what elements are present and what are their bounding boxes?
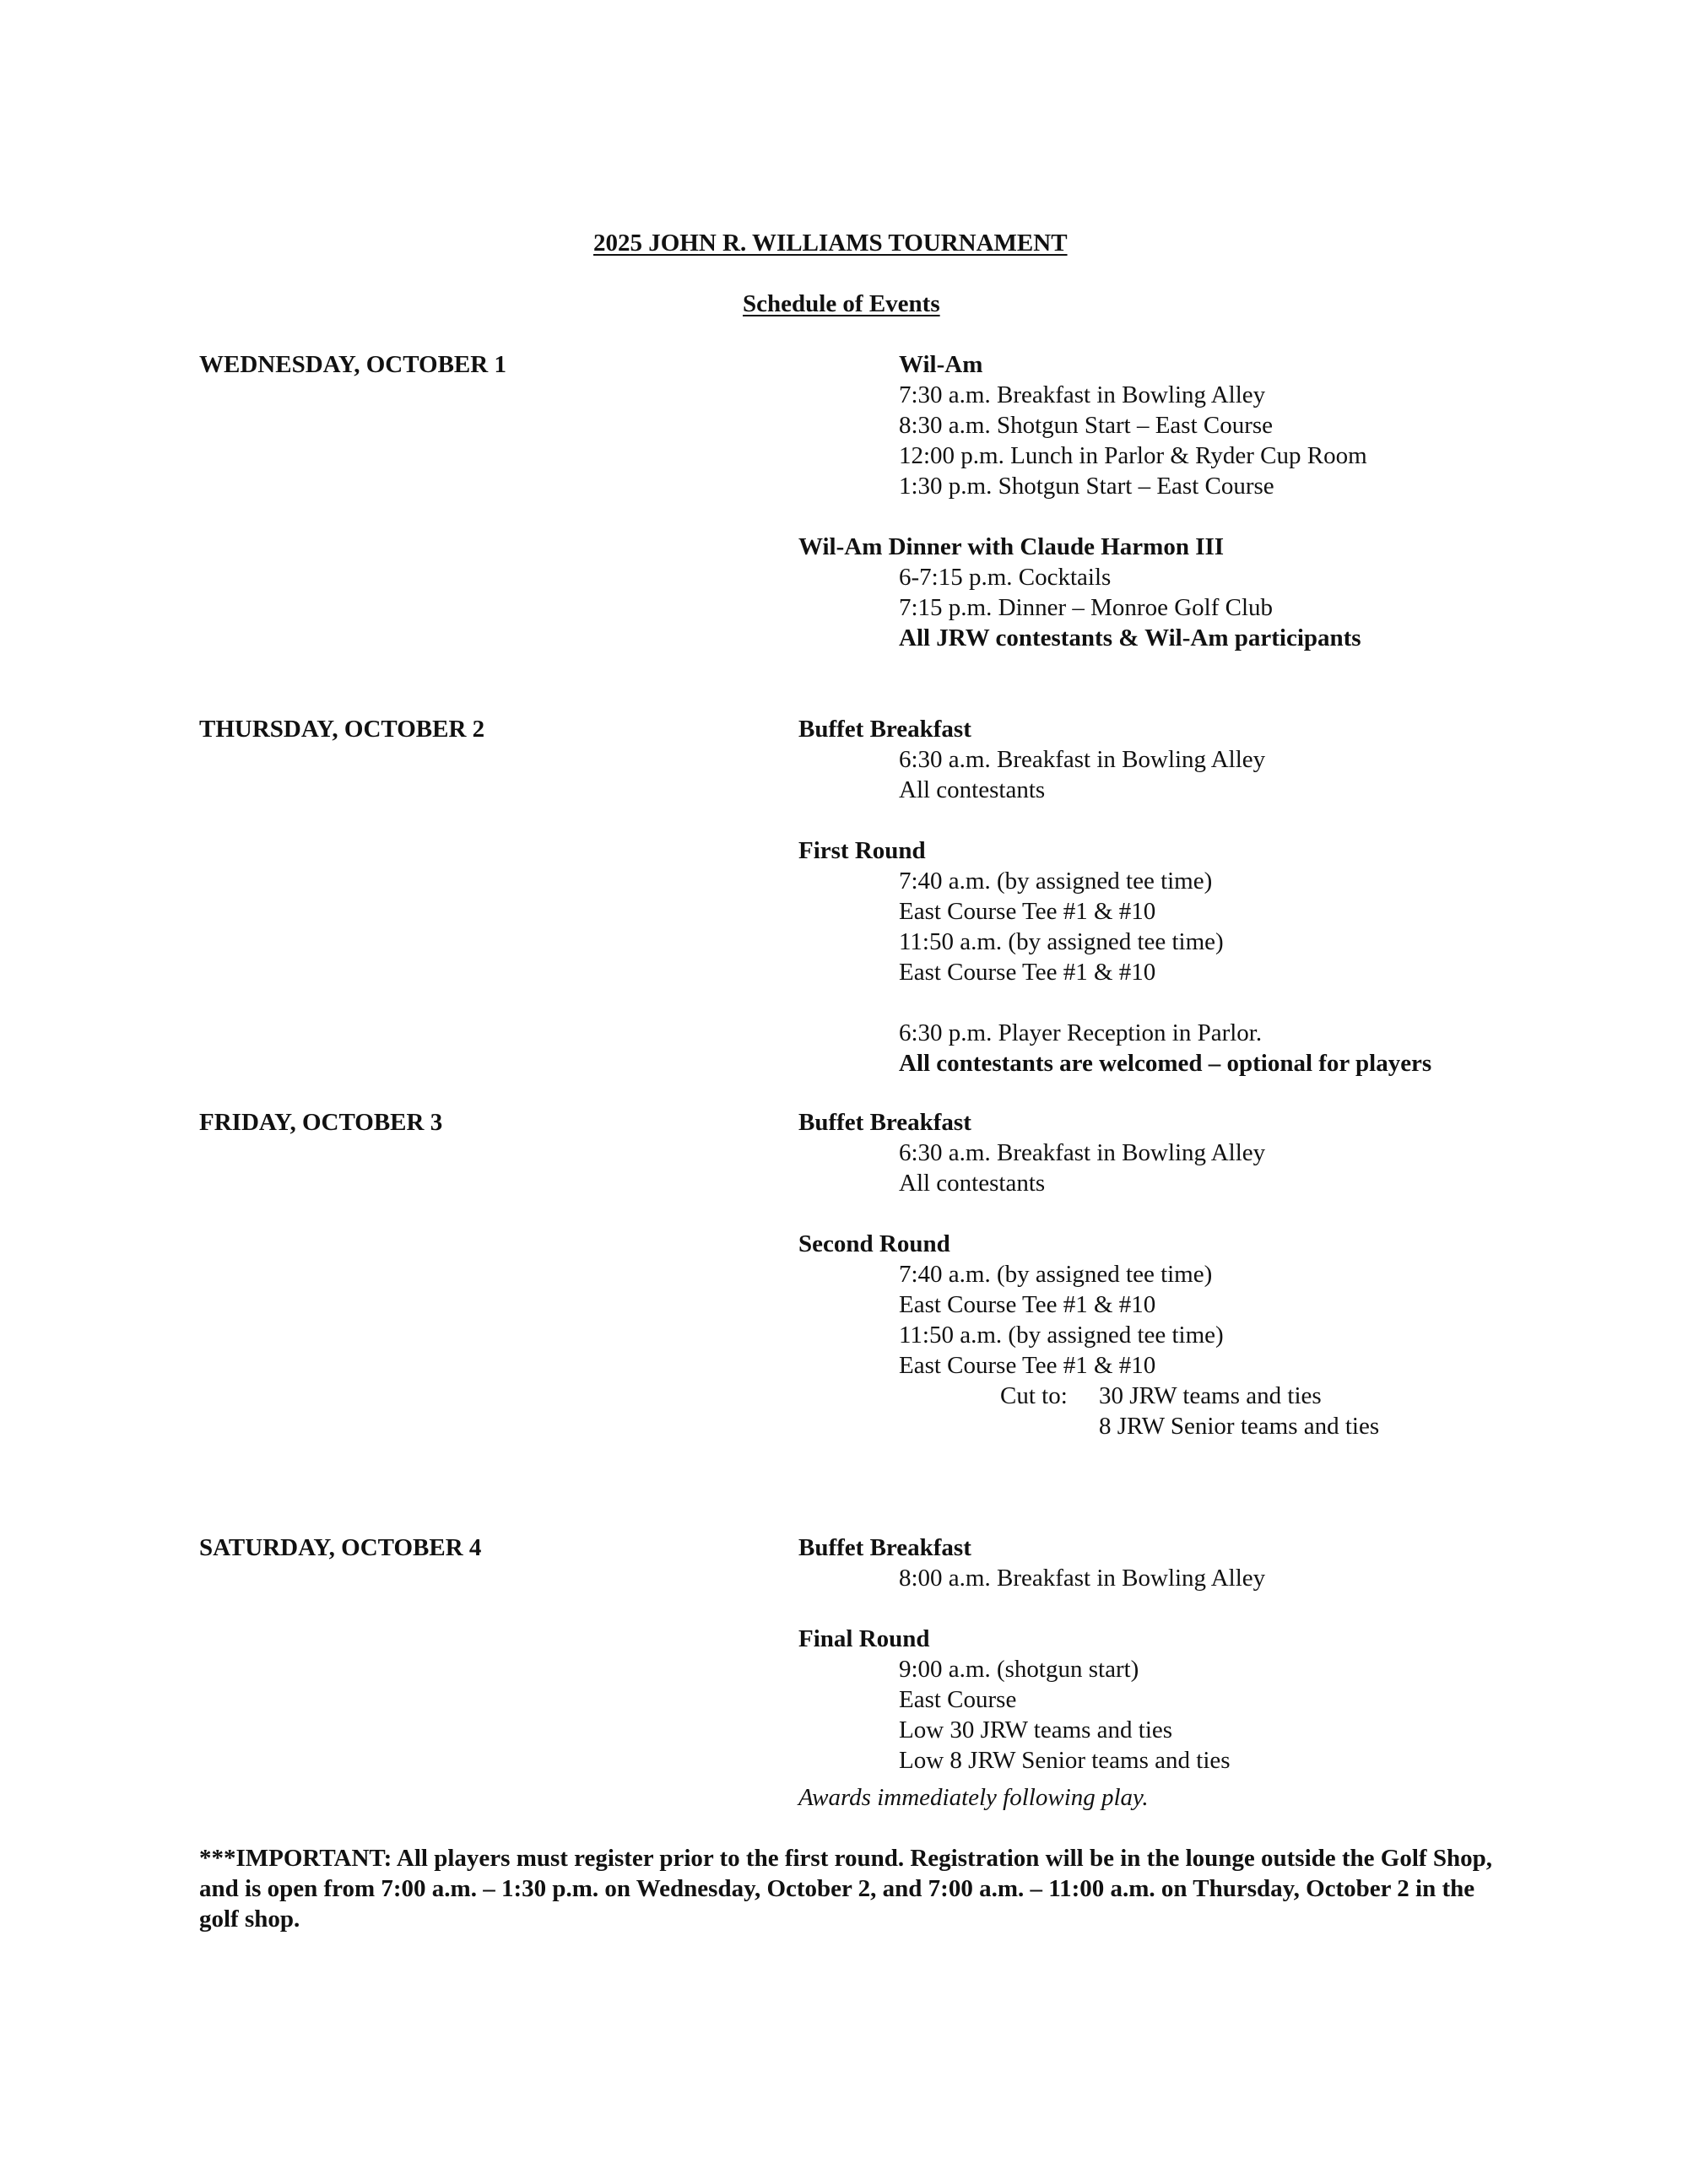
schedule-line: 6:30 a.m. Breakfast in Bowling Alley [899, 746, 1266, 773]
schedule-line: 7:15 p.m. Dinner – Monroe Golf Club [899, 594, 1274, 621]
event-lines-buffet-breakfast-thu [899, 744, 1265, 805]
event-title-buffet-breakfast-thu: Buffet Breakfast [798, 716, 971, 743]
event-title-final-round: Final Round [798, 1625, 930, 1652]
schedule-line: All contestants [899, 1170, 1046, 1197]
event-lines-wil-am-dinner [899, 562, 1361, 653]
document-title: 2025 JOHN R. WILLIAMS TOURNAMENT [593, 230, 1068, 257]
schedule-line: 6:30 a.m. Breakfast in Bowling Alley [899, 1139, 1266, 1166]
event-title-buffet-breakfast-fri: Buffet Breakfast [798, 1109, 971, 1136]
schedule-line-emphasis: All contestants are welcomed – optional for players [899, 1050, 1432, 1077]
event-lines-player-reception [899, 1018, 1431, 1078]
event-lines-second-round [899, 1259, 1224, 1381]
event-title-first-round: First Round [798, 837, 926, 864]
schedule-line-emphasis: All JRW contestants & Wil-Am participants [899, 624, 1361, 651]
schedule-line: Low 30 JRW teams and ties [899, 1716, 1173, 1743]
document-subtitle: Schedule of Events [743, 290, 940, 317]
event-lines-first-round [899, 866, 1224, 987]
schedule-line: East Course Tee #1 & #10 [899, 898, 1156, 925]
schedule-line: 11:50 a.m. (by assigned tee time) [899, 1322, 1224, 1349]
schedule-line: East Course Tee #1 & #10 [899, 959, 1156, 986]
schedule-line: 30 JRW teams and ties [1099, 1382, 1322, 1409]
schedule-line: 11:50 a.m. (by assigned tee time) [899, 928, 1224, 955]
schedule-line: 12:00 p.m. Lunch in Parlor & Ryder Cup Room [899, 442, 1367, 469]
schedule-line: 6-7:15 p.m. Cocktails [899, 564, 1112, 591]
event-title-wil-am: Wil-Am [899, 351, 983, 378]
event-lines-buffet-breakfast-sat [899, 1563, 1265, 1593]
day-label-friday: FRIDAY, OCTOBER 3 [199, 1109, 443, 1136]
cut-lines [1099, 1381, 1379, 1441]
schedule-line: 7:30 a.m. Breakfast in Bowling Alley [899, 381, 1266, 408]
day-label-saturday: SATURDAY, OCTOBER 4 [199, 1534, 482, 1561]
awards-note: Awards immediately following play. [798, 1784, 1149, 1811]
schedule-line: Low 8 JRW Senior teams and ties [899, 1747, 1231, 1774]
schedule-line: East Course Tee #1 & #10 [899, 1352, 1156, 1379]
event-lines-buffet-breakfast-fri [899, 1138, 1265, 1198]
day-label-wednesday: WEDNESDAY, OCTOBER 1 [199, 351, 506, 378]
schedule-line: All contestants [899, 776, 1046, 803]
schedule-line: East Course Tee #1 & #10 [899, 1291, 1156, 1318]
schedule-line: 8:00 a.m. Breakfast in Bowling Alley [899, 1565, 1266, 1592]
schedule-line: East Course [899, 1686, 1017, 1713]
schedule-line: 6:30 p.m. Player Reception in Parlor. [899, 1019, 1263, 1046]
event-title-buffet-breakfast-sat: Buffet Breakfast [798, 1534, 971, 1561]
event-title-second-round: Second Round [798, 1230, 950, 1257]
schedule-line: 1:30 p.m. Shotgun Start – East Course [899, 473, 1274, 500]
day-label-thursday: THURSDAY, OCTOBER 2 [199, 716, 485, 743]
schedule-line: 7:40 a.m. (by assigned tee time) [899, 868, 1213, 895]
schedule-line: 8:30 a.m. Shotgun Start – East Course [899, 412, 1274, 439]
schedule-line: 9:00 a.m. (shotgun start) [899, 1656, 1139, 1683]
schedule-line: 7:40 a.m. (by assigned tee time) [899, 1261, 1213, 1288]
event-lines-final-round [899, 1654, 1231, 1776]
event-lines-wil-am [899, 380, 1367, 501]
cut-label: Cut to: [1000, 1382, 1068, 1409]
important-registration-note: ***IMPORTANT: All players must register prior to the first round. Registration will be in the lounge outside the Golf Shop, and is open from 7:00 a.m. – 1:30 p.m. on Wednesday, October 2, and 7:00 a.m. – 11:00 a.m. on Thursday, October 2 in the golf shop. [199, 1845, 1492, 1933]
event-title-wil-am-dinner: Wil-Am Dinner with Claude Harmon III [798, 533, 1225, 560]
schedule-line: 8 JRW Senior teams and ties [1099, 1413, 1380, 1440]
